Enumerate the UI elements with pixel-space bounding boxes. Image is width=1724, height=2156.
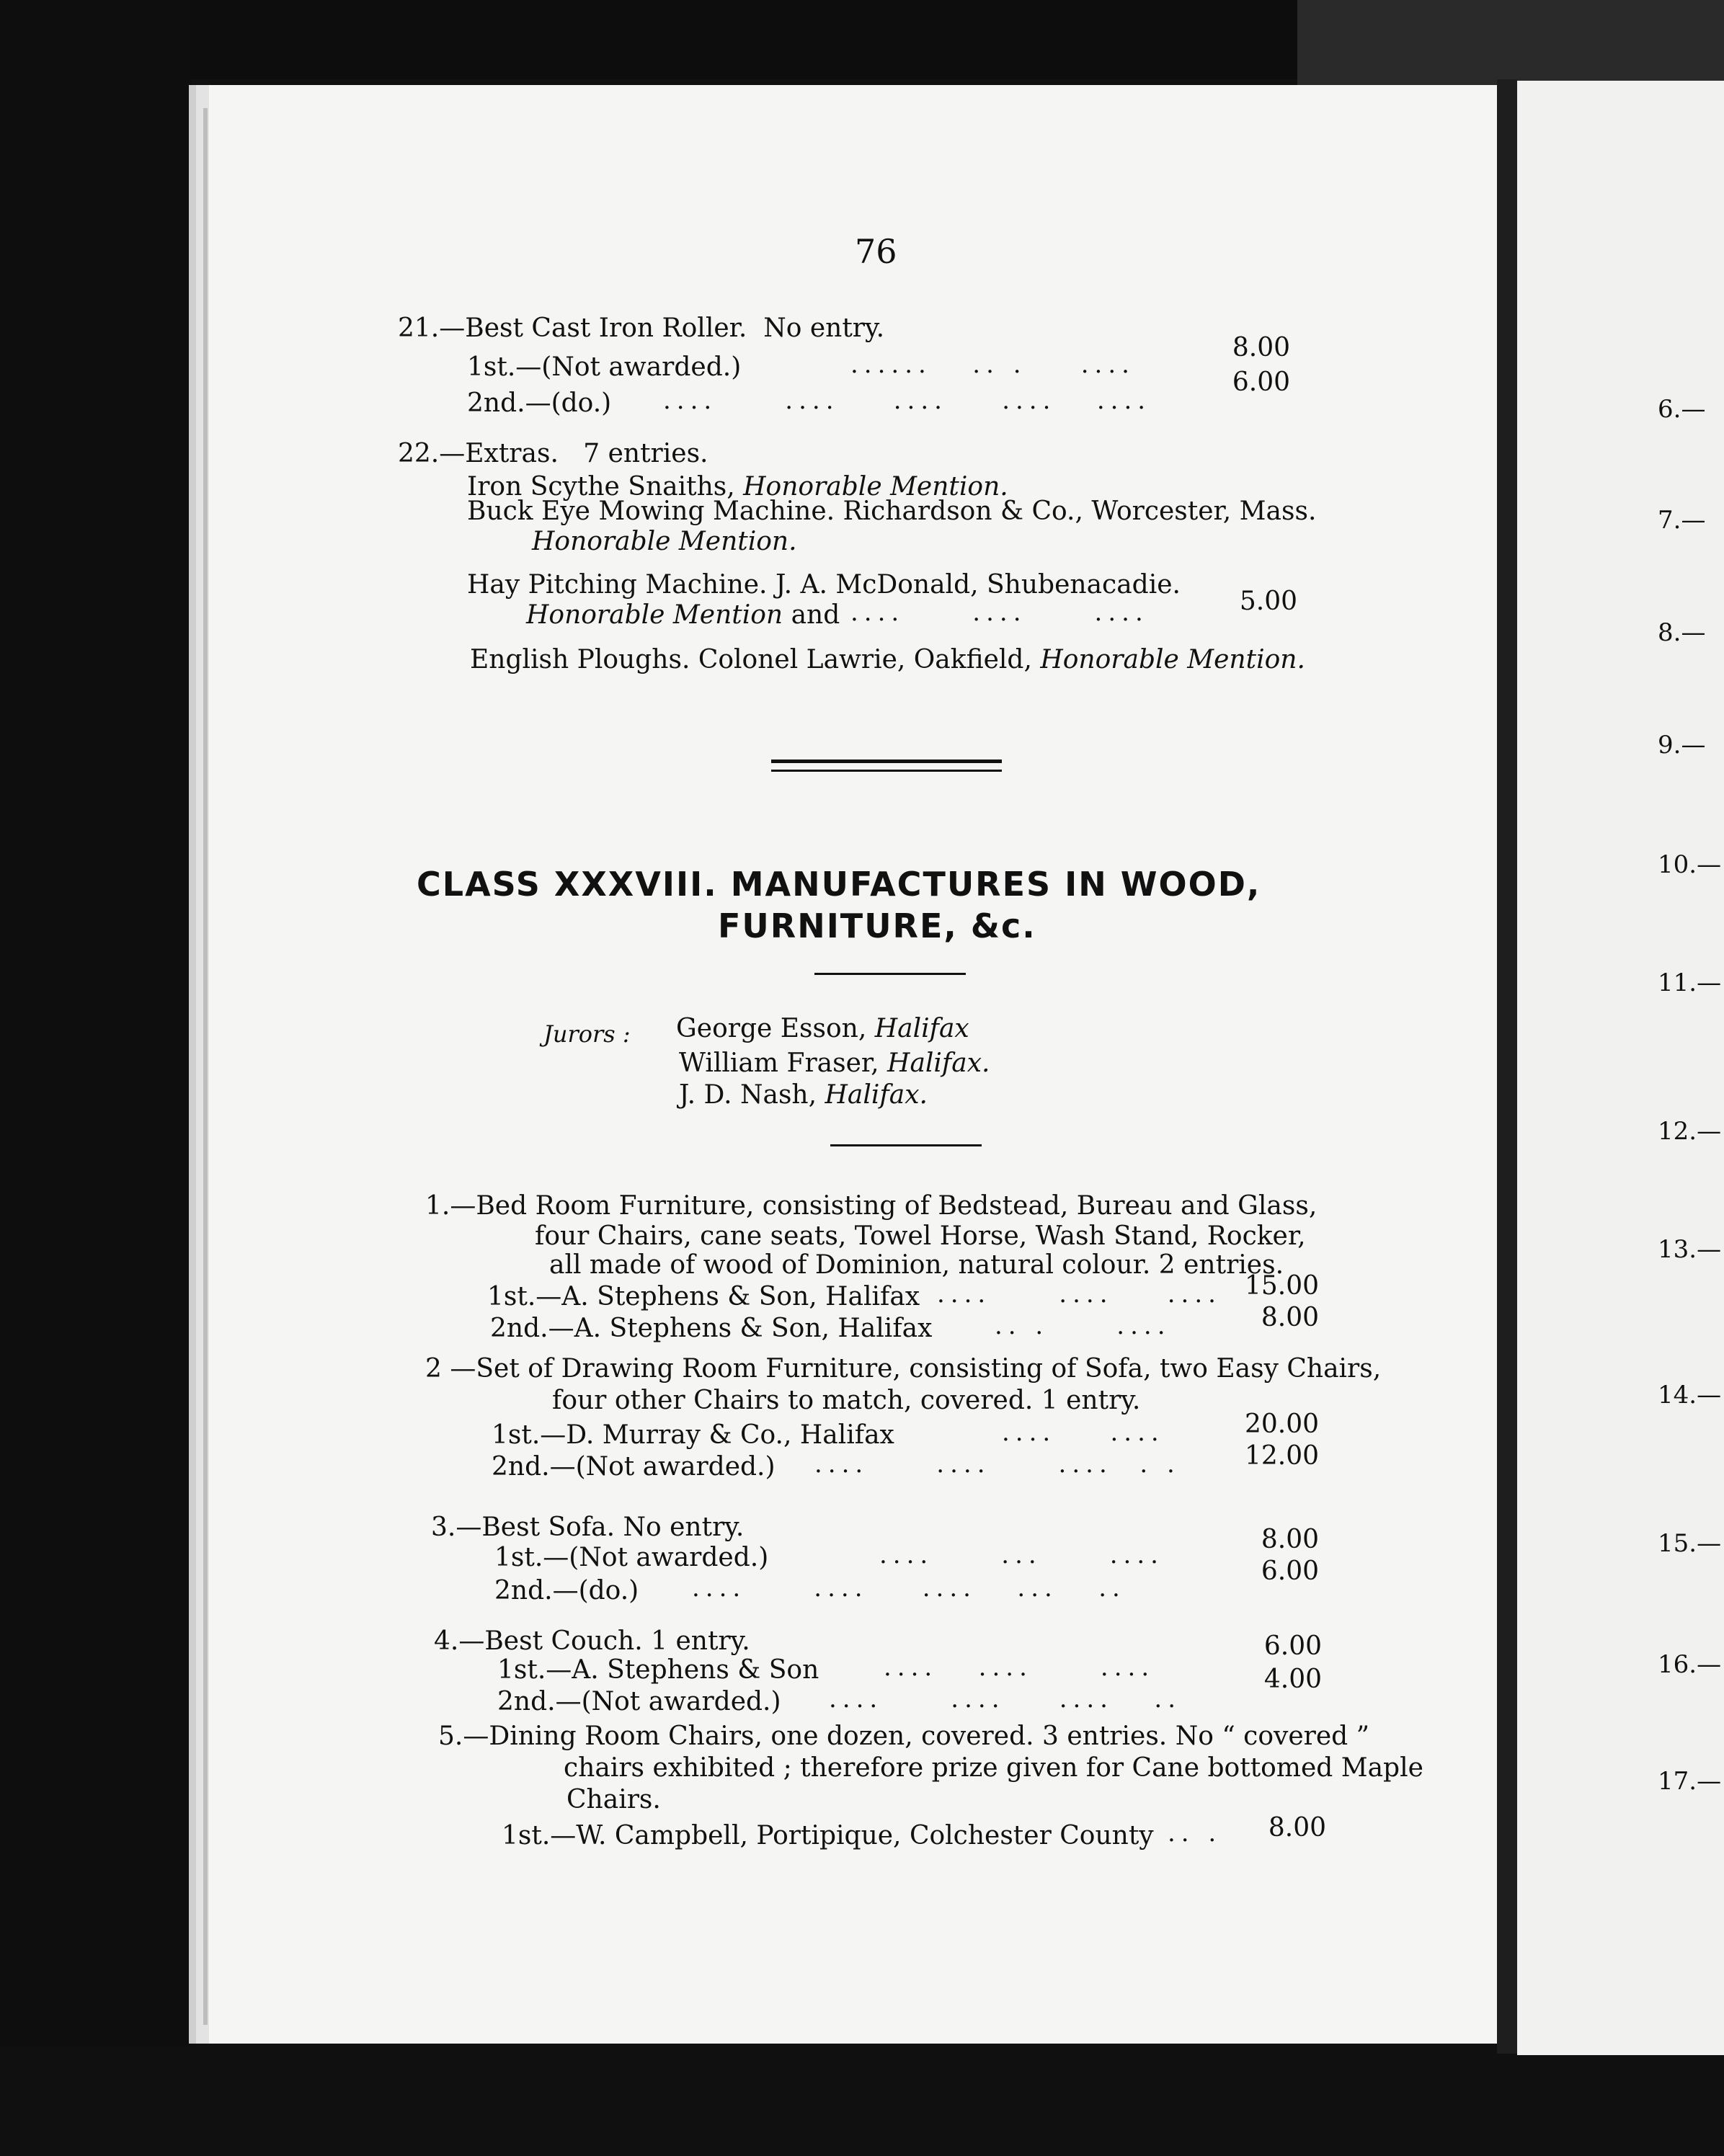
item-2-second: 2nd.—(Not awarded.) <box>492 1452 776 1482</box>
item-4-first: 1st.—A. Stephens & Son <box>497 1655 819 1685</box>
leader-dots: .... .... .... . . <box>814 1450 1181 1479</box>
item-3-first-amount: 8.00 <box>1261 1525 1319 1554</box>
section-21-second-amount: 6.00 <box>1232 368 1290 397</box>
juror-3: J. D. Nash, Halifax. <box>679 1080 928 1110</box>
item-4-first-amount: 6.00 <box>1263 1631 1322 1661</box>
item-1-line-3: all made of wood of Dominion, natural colour. 2 entries. <box>549 1250 1284 1280</box>
section-22-line-4: Hay Pitching Machine. J. A. McDonald, Shubenacadie. <box>467 570 1181 600</box>
item-5-line-1: 5.—Dining Room Chairs, one dozen, covered. 3 entries. No “ covered ” <box>438 1721 1370 1751</box>
leader-dots: .... .... .... ... .. <box>692 1574 1126 1603</box>
leader-dots: .. . .... <box>995 1311 1171 1340</box>
opposite-number: 15.— <box>1658 1529 1722 1558</box>
opposite-number: 12.— <box>1658 1117 1722 1146</box>
section-21-heading <box>398 314 884 343</box>
opposite-number: 7.— <box>1658 506 1706 535</box>
item-1-line-1: 1.—Bed Room Furniture, consisting of Bedstead, Bureau and Glass, <box>425 1191 1318 1221</box>
item-3-line-1: 3.—Best Sofa. No entry. <box>431 1513 745 1542</box>
leader-dots: .... .... .... <box>884 1653 1155 1682</box>
jurors-label: Jurors : <box>543 1020 631 1048</box>
item-3-second: 2nd.—(do.) <box>494 1576 639 1605</box>
scan-background-left <box>0 0 191 2156</box>
item-2-line-1: 2 —Set of Drawing Room Furniture, consisting of Sofa, two Easy Chairs, <box>425 1354 1382 1384</box>
scan-background-cloth <box>1297 0 1724 86</box>
opposite-number: 8.— <box>1658 618 1706 647</box>
opposite-number: 10.— <box>1658 850 1722 879</box>
section-22-heading <box>398 440 708 468</box>
leader-dots: .... ... .... <box>879 1541 1164 1569</box>
opposite-number: 14.— <box>1658 1381 1722 1409</box>
opposite-number: 16.— <box>1658 1650 1722 1679</box>
leader-dots: .... .... .... .... .... <box>663 386 1152 415</box>
section-21-title: 21.—Best Cast Iron Roller. <box>398 313 747 343</box>
item-1-second: 2nd.—A. Stephens & Son, Halifax <box>490 1314 933 1343</box>
section-21-note: No entry. <box>763 313 885 343</box>
page-number: 76 <box>855 232 897 271</box>
item-1-first-amount: 15.00 <box>1244 1271 1319 1301</box>
section-22-title: 22.—Extras. <box>398 439 559 468</box>
section-21-first: 1st.—(Not awarded.) <box>467 352 742 382</box>
jurors-rule <box>830 1144 982 1146</box>
item-2-first: 1st.—D. Murray & Co., Halifax <box>492 1420 894 1450</box>
book-gutter <box>1497 79 1517 2054</box>
item-5-first: 1st.—W. Campbell, Portipique, Colchester County <box>502 1821 1154 1850</box>
scan-background-bottom <box>0 2046 1724 2156</box>
double-rule-bottom <box>771 770 1002 772</box>
leader-dots: .... .... <box>1002 1418 1165 1447</box>
opposite-number: 11.— <box>1658 968 1722 997</box>
item-5-line-3: Chairs. <box>566 1785 661 1814</box>
opposite-page <box>1517 81 1724 2055</box>
class-heading-line-2: FURNITURE, &c. <box>718 906 1036 945</box>
item-2-line-2: four other Chairs to match, covered. 1 entry. <box>552 1386 1141 1415</box>
page-edge <box>203 108 208 2025</box>
juror-1: George Esson, Halifax <box>676 1014 969 1043</box>
item-3-second-amount: 6.00 <box>1261 1556 1319 1586</box>
class-heading-line-1: CLASS XXXVIII. MANUFACTURES IN WOOD, <box>417 865 1261 904</box>
section-22-line-5-amount: 5.00 <box>1239 587 1297 616</box>
section-22-line-6: English Ploughs. Colonel Lawrie, Oakfield, Honorable Mention. <box>470 645 1305 674</box>
item-5-first-amount: 8.00 <box>1268 1813 1326 1843</box>
leader-dots: ...... .. . .... <box>850 350 1135 379</box>
leader-dots: .... .... .... <box>937 1280 1222 1309</box>
section-22-line-2: Buck Eye Mowing Machine. Richardson & Co., Worcester, Mass. <box>467 496 1317 526</box>
opposite-number: 17.— <box>1658 1767 1722 1796</box>
item-2-first-amount: 20.00 <box>1244 1409 1319 1439</box>
opposite-number: 6.— <box>1658 395 1706 424</box>
class-rule <box>814 973 966 975</box>
opposite-number: 13.— <box>1658 1235 1722 1264</box>
section-21-first-amount: 8.00 <box>1232 333 1290 362</box>
leader-dots: .... .... .... .. <box>829 1685 1181 1714</box>
item-1-first: 1st.—A. Stephens & Son, Halifax <box>487 1282 920 1311</box>
juror-2: William Fraser, Halifax. <box>679 1048 990 1078</box>
section-22-line-1: Iron Scythe Snaiths, Honorable Mention. <box>467 472 1008 502</box>
item-3-first: 1st.—(Not awarded.) <box>494 1543 769 1572</box>
item-2-second-amount: 12.00 <box>1244 1441 1319 1471</box>
section-21-second: 2nd.—(do.) <box>467 388 612 418</box>
double-rule-top <box>771 760 1002 763</box>
item-4-second: 2nd.—(Not awarded.) <box>497 1687 781 1716</box>
leader-dots: .. . <box>1168 1819 1222 1848</box>
item-1-line-2: four Chairs, cane seats, Towel Horse, Wash Stand, Rocker, <box>535 1221 1306 1251</box>
section-22-line-5: Honorable Mention and <box>526 600 840 630</box>
item-4-line-1: 4.—Best Couch. 1 entry. <box>434 1626 750 1656</box>
item-1-second-amount: 8.00 <box>1261 1303 1319 1332</box>
item-5-line-2: chairs exhibited ; therefore prize given for Cane bottomed Maple <box>564 1753 1423 1783</box>
leader-dots: .... .... .... <box>850 598 1149 627</box>
section-22-line-3: Honorable Mention. <box>532 527 797 556</box>
opposite-number: 9.— <box>1658 731 1706 760</box>
section-22-note: 7 entries. <box>583 439 708 468</box>
item-4-second-amount: 4.00 <box>1263 1665 1322 1694</box>
